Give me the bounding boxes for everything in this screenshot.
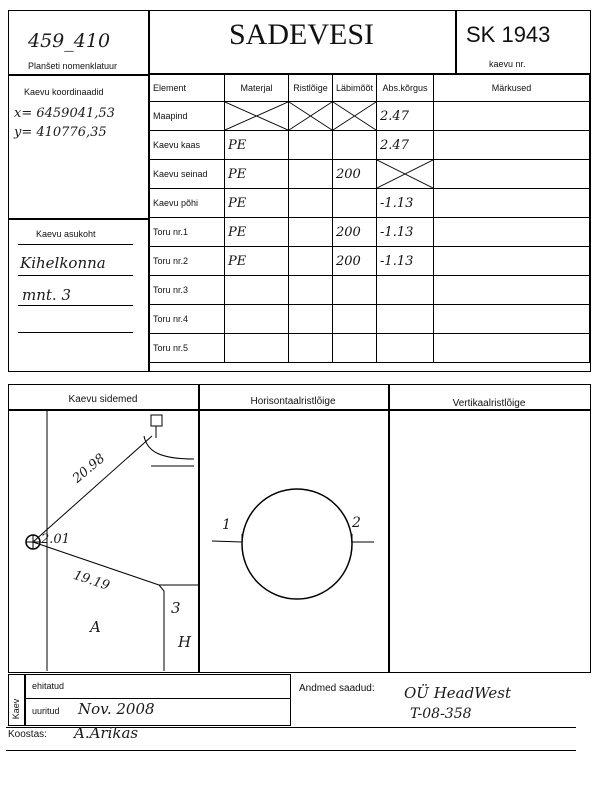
- author-label: Koostas:: [8, 729, 47, 740]
- table-row: [150, 247, 590, 276]
- row-markused: [434, 334, 590, 363]
- row-labimoot: 200: [333, 247, 377, 276]
- pipe-label-1: 1: [222, 517, 231, 533]
- row-element: Toru nr.4: [150, 305, 225, 334]
- horizontal-title: Horisontaalristlõige: [250, 396, 336, 407]
- sheet-code: 459_410: [28, 30, 111, 52]
- row-ristloige: [289, 334, 333, 363]
- row-ristloige: [289, 160, 333, 189]
- row-labimoot: [333, 305, 377, 334]
- row-ristloige: [289, 218, 333, 247]
- coord-y: y= 410776,35: [14, 125, 107, 140]
- row-materjal: PE: [225, 189, 289, 218]
- coords-title: Kaevu koordinaadid: [24, 87, 104, 97]
- row-materjal: PE: [225, 131, 289, 160]
- cross-mark: [333, 102, 376, 130]
- row-labimoot: [333, 334, 377, 363]
- row-labimoot: 200: [333, 218, 377, 247]
- row-abs: 2.47: [377, 102, 434, 131]
- cross-mark: [289, 102, 332, 130]
- dist-label-1: 20.98: [70, 451, 109, 487]
- element-table: [149, 74, 590, 363]
- row-markused: [434, 276, 590, 305]
- location-line2: mnt. 3: [22, 286, 71, 304]
- row-materjal: PE: [225, 247, 289, 276]
- row-element: Toru nr.1: [150, 218, 225, 247]
- built-label: ehitatud: [32, 681, 65, 691]
- row-element: Kaevu kaas: [150, 131, 225, 160]
- crossed-cell: [377, 160, 434, 189]
- row-ristloige: [289, 131, 333, 160]
- location-title: Kaevu asukoht: [36, 229, 96, 239]
- data-source-value-1: OÜ HeadWest: [404, 684, 512, 702]
- surveyed-value: Nov. 2008: [78, 700, 155, 718]
- row-labimoot: [333, 276, 377, 305]
- table-row: [150, 189, 590, 218]
- dist-label-2: 2.01: [41, 532, 70, 547]
- ties-sketch: [9, 411, 198, 671]
- surveyed-label: uuritud: [32, 706, 60, 716]
- horizontal-section: [200, 411, 388, 671]
- row-ristloige: [289, 276, 333, 305]
- row-markused: [434, 160, 590, 189]
- table-row: [150, 276, 590, 305]
- row-markused: [434, 218, 590, 247]
- row-abs: -1.13: [377, 247, 434, 276]
- row-abs: [377, 334, 434, 363]
- coord-x: x= 6459041,53: [14, 106, 115, 121]
- row-abs: -1.13: [377, 218, 434, 247]
- col-ristloige: Ristlõige: [289, 75, 333, 102]
- row-materjal: [225, 305, 289, 334]
- table-header-row: [150, 75, 590, 102]
- row-element: Kaevu seinad: [150, 160, 225, 189]
- table-row: [150, 102, 590, 131]
- row-materjal: [225, 334, 289, 363]
- crossed-cell: [289, 102, 333, 131]
- row-abs: [377, 276, 434, 305]
- row-element: Kaevu põhi: [150, 189, 225, 218]
- table-row: [150, 131, 590, 160]
- row-element: Toru nr.3: [150, 276, 225, 305]
- row-markused: [434, 131, 590, 160]
- col-element: Element: [150, 75, 225, 102]
- label-h: H: [178, 633, 192, 651]
- label-3: 3: [171, 599, 181, 617]
- author-value: A.Arikas: [74, 724, 139, 742]
- row-abs: -1.13: [377, 189, 434, 218]
- ties-title: Kaevu sidemed: [68, 394, 138, 405]
- row-ristloige: [289, 189, 333, 218]
- row-element: Toru nr.5: [150, 334, 225, 363]
- crossed-cell: [333, 102, 377, 131]
- row-markused: [434, 305, 590, 334]
- row-markused: [434, 247, 590, 276]
- col-markused: Märkused: [434, 75, 590, 102]
- kaev-side-label: Kaev: [11, 698, 21, 720]
- well-number-value: SK 1943: [466, 22, 551, 47]
- row-element: Toru nr.2: [150, 247, 225, 276]
- col-abs: Abs.kõrgus: [377, 75, 434, 102]
- row-abs: [377, 305, 434, 334]
- well-number: [466, 22, 550, 48]
- row-materjal: PE: [225, 218, 289, 247]
- table-row: [150, 160, 590, 189]
- page-title: SADEVESI: [228, 18, 374, 51]
- row-markused: [434, 102, 590, 131]
- dist-label-3: 19.19: [71, 568, 112, 594]
- table-row: [150, 218, 590, 247]
- row-labimoot: 200: [333, 160, 377, 189]
- label-a: A: [90, 618, 101, 636]
- row-abs: 2.47: [377, 131, 434, 160]
- vertical-title: Vertikaalristlõige: [452, 398, 526, 409]
- data-source-value-2: T-08-358: [410, 706, 472, 722]
- table-row: [150, 334, 590, 363]
- row-markused: [434, 189, 590, 218]
- pipe-label-2: 2: [352, 515, 361, 531]
- cross-mark: [225, 102, 288, 130]
- row-materjal: [225, 276, 289, 305]
- crossed-cell: [225, 102, 289, 131]
- location-line1: Kihelkonna: [20, 254, 106, 272]
- well-label: kaevu nr.: [489, 59, 526, 69]
- row-labimoot: [333, 131, 377, 160]
- col-materjal: Materjal: [225, 75, 289, 102]
- table-row: [150, 305, 590, 334]
- row-ristloige: [289, 305, 333, 334]
- data-source-label: Andmed saadud:: [299, 683, 375, 694]
- row-materjal: PE: [225, 160, 289, 189]
- cross-mark: [377, 160, 433, 188]
- row-ristloige: [289, 247, 333, 276]
- col-labimoot: Läbimõõt: [333, 75, 377, 102]
- sheet-label: Planšeti nomenklatuur: [28, 61, 118, 71]
- row-element: Maapind: [150, 102, 225, 131]
- row-labimoot: [333, 189, 377, 218]
